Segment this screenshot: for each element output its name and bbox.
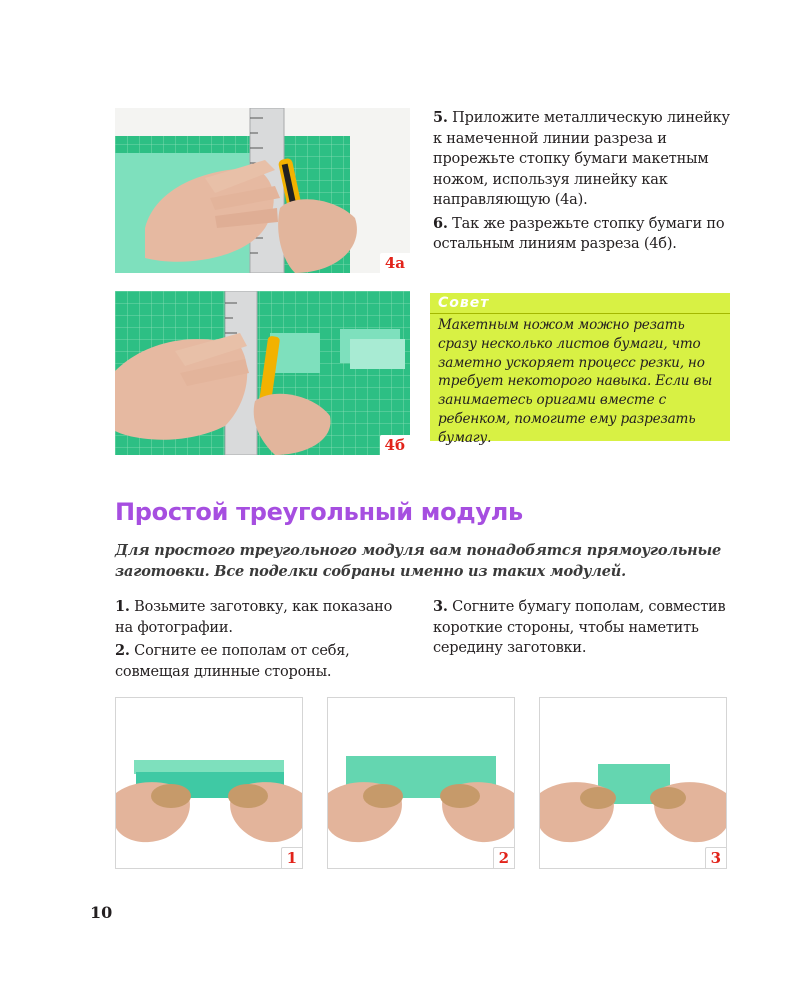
photo-4a	[115, 108, 410, 273]
step-6-number: 6.	[433, 214, 448, 232]
step-3-block	[433, 597, 733, 662]
photo-2-image	[328, 698, 514, 868]
step-2	[115, 641, 410, 682]
photo-4b	[115, 291, 410, 455]
photo-1	[115, 697, 303, 869]
photo-4a-label: 4а	[380, 253, 410, 273]
section-heading: Простой треугольный модуль	[115, 498, 523, 526]
photo-3-image	[540, 698, 726, 868]
step-2-number: 2.	[115, 642, 130, 659]
step-6-text: Так же разрежьте стопку бумаги по остальным линиям разреза (4б).	[433, 215, 725, 252]
step-1-number: 1.	[115, 598, 130, 615]
tip-box	[430, 293, 730, 446]
step-6	[433, 214, 733, 255]
step-1	[115, 597, 410, 638]
photo-2	[327, 697, 515, 869]
photo-1-image	[116, 698, 302, 868]
photo-3	[539, 697, 727, 869]
photo-4b-label: 4б	[380, 435, 410, 455]
step-3	[433, 597, 733, 659]
steps-1-2	[115, 597, 410, 685]
step-1-text: Возьмите заготовку, как показано на фотографии.	[115, 599, 393, 636]
tip-title: Совет	[430, 293, 730, 314]
photo-4a-image	[115, 108, 410, 273]
step-5-text: Приложите металлическую линейку к намеченной линии разреза и прорежьте стопку бумаги макетным ножом, используя линейку как направляющую (4а).	[433, 110, 730, 208]
step-5-number: 5.	[433, 109, 448, 126]
photo-4b-image	[115, 291, 410, 455]
photo-3-label: 3	[705, 847, 726, 868]
photo-1-label: 1	[281, 847, 302, 868]
step-5	[433, 108, 733, 211]
page-number: 10	[90, 903, 113, 922]
tip-body: Макетным ножом можно резать сразу несколько листов бумаги, что заметно ускоряет процесс резки, но требует некоторого навыка. Если вы занимаетесь оригами вместе с ребенком, помогите ему разрезать бумагу.	[438, 317, 713, 446]
steps-5-6	[433, 108, 733, 258]
step-3-text: Согните бумагу пополам, совместив короткие стороны, чтобы наметить середину заготовки.	[433, 599, 726, 656]
photo-2-label: 2	[493, 847, 514, 868]
step-2-text: Согните ее пополам от себя, совмещая длинные стороны.	[115, 643, 350, 680]
step-3-number: 3.	[433, 598, 448, 615]
section-intro: Для простого треугольного модуля вам понадобятся прямоугольные заготовки. Все поделки собраны именно из таких модулей.	[115, 542, 722, 580]
